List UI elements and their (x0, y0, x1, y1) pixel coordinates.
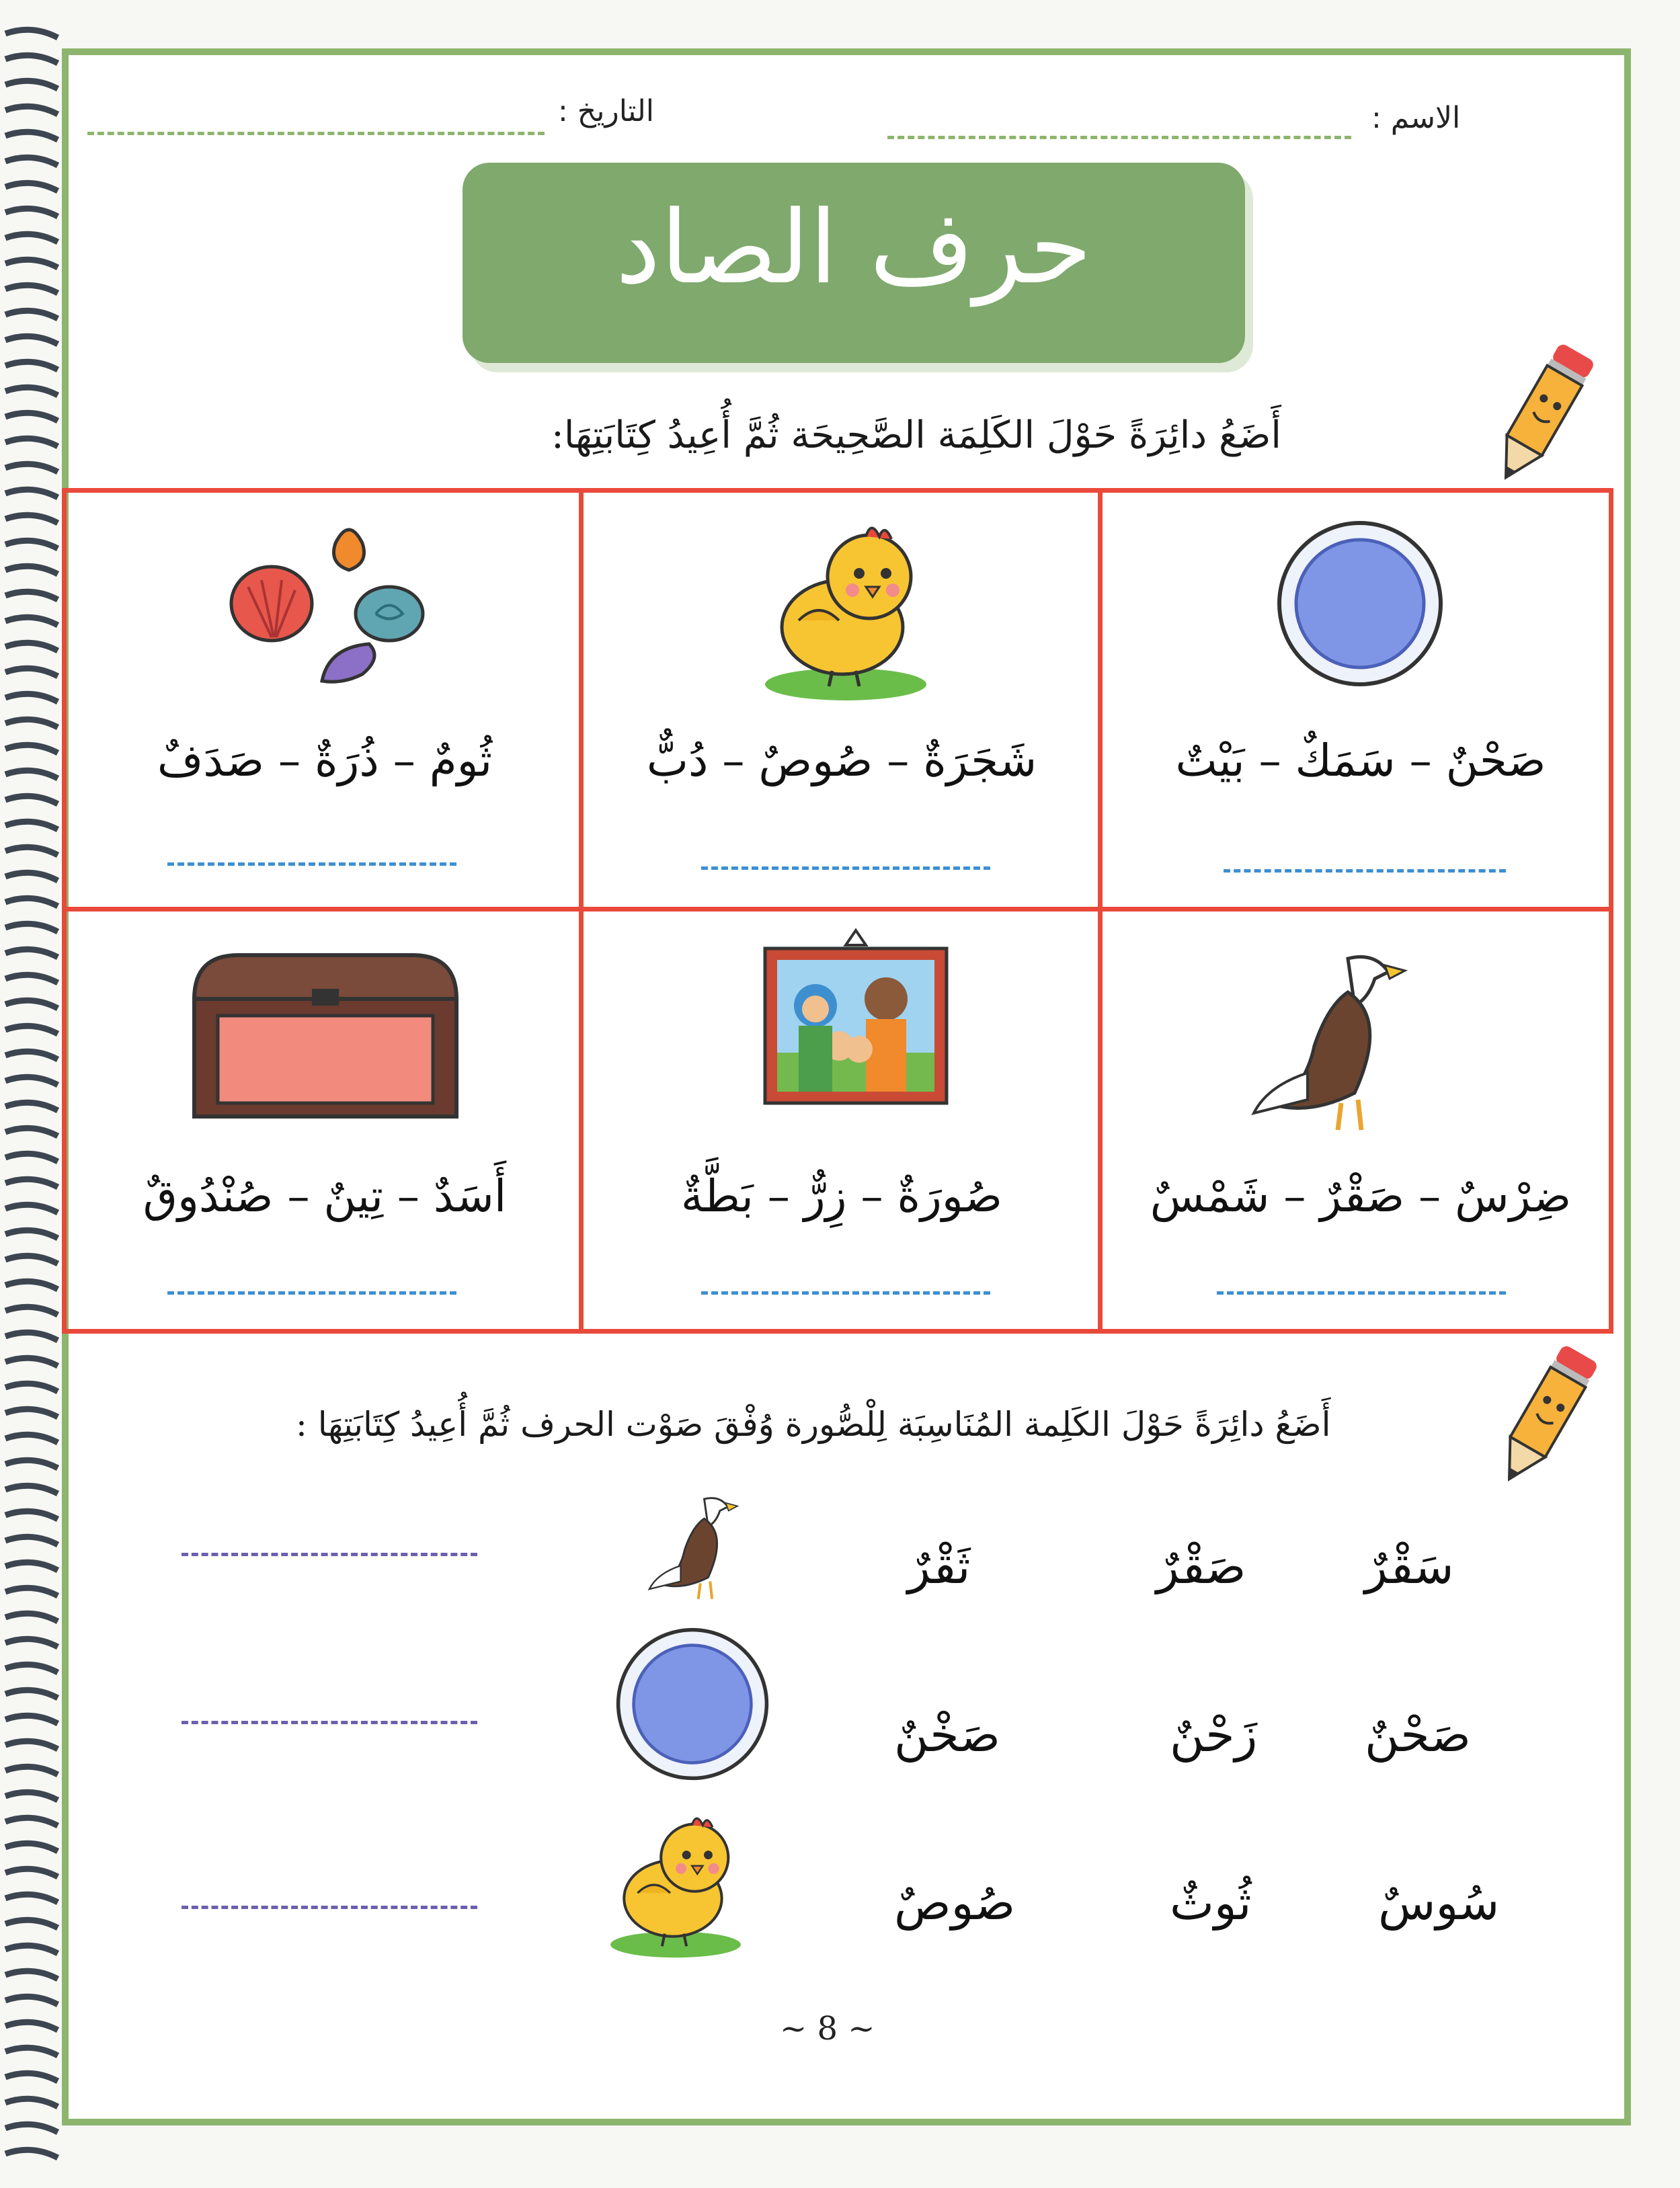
answer-line[interactable] (182, 1906, 477, 1909)
spiral-coil (5, 1486, 58, 1494)
spiral-coil (5, 1434, 58, 1443)
cell-words: صَحْنٌ – سَمَكٌ – بَيْتٌ (1175, 735, 1546, 786)
grid-cell-plate[interactable] (1103, 493, 1619, 911)
page-title: حرف الصاد (615, 190, 1092, 307)
spiral-coil (5, 745, 58, 753)
spiral-coil (5, 1153, 58, 1162)
grid-cell-chest[interactable] (67, 911, 583, 1330)
grid-cell-chick[interactable] (584, 493, 1100, 911)
spiral-coil (5, 132, 58, 140)
choice-word[interactable]: سَقْرٌ (1365, 1539, 1454, 1594)
spiral-coil (5, 821, 58, 829)
answer-line[interactable] (182, 1721, 477, 1724)
spiral-coil (5, 1256, 58, 1264)
spiral-coil (5, 1767, 58, 1775)
spiral-coil (5, 413, 58, 421)
spiral-coil (5, 1511, 58, 1519)
title-banner (463, 163, 1245, 363)
spiral-coil (5, 183, 58, 191)
spiral-coil (5, 1026, 58, 1034)
spiral-coil (5, 1818, 58, 1826)
spiral-coil (5, 1562, 58, 1570)
spiral-coil (5, 566, 58, 574)
spiral-coil (5, 592, 58, 600)
choice-word[interactable]: صَقْرٌ (1156, 1539, 1246, 1594)
spiral-coil (5, 2150, 58, 2158)
spiral-coil (5, 975, 58, 983)
plate-icon (615, 1627, 770, 1781)
spiral-coil (5, 1383, 58, 1391)
spiral-coil (5, 719, 58, 727)
plate-icon (1276, 520, 1444, 688)
spiral-coil (5, 1460, 58, 1468)
spiral-coil (5, 259, 58, 268)
spiral-coil (5, 2073, 58, 2081)
spiral-coil (5, 1409, 58, 1417)
spiral-coil (5, 949, 58, 957)
spiral-coil (5, 311, 58, 319)
cell-words: أَسَدٌ – تِينٌ – صُنْدُوقٌ (143, 1170, 507, 1222)
spiral-coil (5, 1281, 58, 1289)
spiral-coil (5, 1792, 58, 1800)
page-number: ~ 8 ~ (780, 2010, 875, 2048)
spiral-coil (5, 847, 58, 855)
spiral-coil (5, 515, 58, 523)
spiral-coil (5, 1179, 58, 1187)
answer-line[interactable] (167, 862, 456, 866)
spiral-coil (5, 1920, 58, 1928)
eagle-icon (645, 1486, 739, 1607)
spiral-coil (5, 1307, 58, 1315)
spiral-coil (5, 643, 58, 651)
spiral-coil (5, 362, 58, 370)
spiral-coil (5, 438, 58, 446)
spiral-coil (5, 208, 58, 216)
answer-line[interactable] (1217, 1291, 1506, 1295)
spiral-coil (5, 1945, 58, 1953)
spiral-coil (5, 668, 58, 676)
spiral-coil (5, 1358, 58, 1366)
answer-line[interactable] (182, 1553, 477, 1556)
spiral-coil (5, 1128, 58, 1136)
pencil-icon (1489, 1338, 1603, 1492)
cell-words: صُورَةٌ – زِرٌّ – بَطَّةٌ (680, 1170, 1003, 1222)
chick-icon (758, 513, 933, 701)
exercise2-instruction: أَضَعُ دائِرَةً حَوْلَ الكَلِمة المُنَاسِبَة لِلْصُّورة وُفْقَ صَوْت الحرف ثُمَّ أُعِيدُ كِتَابَتِهَا : (296, 1405, 1331, 1444)
exercise1-instruction: أَضَعُ دائِرَةً حَوْلَ الكَلِمَة الصَّحِيحَة ثُمَّ أُعِيدُ كِتَابَتِهَا: (551, 413, 1281, 457)
spiral-coil (5, 81, 58, 89)
grid-cell-eagle[interactable] (1103, 911, 1619, 1330)
spiral-coil (5, 1000, 58, 1008)
spiral-coil (5, 1996, 58, 2004)
name-field-line[interactable] (887, 136, 1351, 139)
spiral-coil (5, 387, 58, 395)
spiral-coil (5, 1230, 58, 1238)
answer-line[interactable] (1224, 869, 1506, 873)
seashells-icon (221, 513, 443, 694)
answer-line[interactable] (701, 1291, 990, 1295)
spiral-coil (5, 694, 58, 702)
date-field-line[interactable] (87, 132, 545, 135)
date-label: التاريخ : (558, 94, 655, 128)
answer-line[interactable] (701, 866, 990, 870)
spiral-coil (5, 1588, 58, 1596)
spiral-coil (5, 2099, 58, 2107)
spiral-coil (5, 55, 58, 63)
spiral-coil (5, 464, 58, 472)
choice-word[interactable]: ثُوثٌ (1170, 1875, 1252, 1931)
spiral-coil (5, 30, 58, 38)
cell-words: شَجَرَةٌ – صُوصٌ – دُبٌّ (646, 735, 1037, 786)
spiral-coil (5, 2022, 58, 2030)
spiral-coil (5, 1205, 58, 1213)
spiral-coil (5, 898, 58, 906)
spiral-coil (5, 1537, 58, 1545)
choice-word[interactable]: سُوسٌ (1378, 1875, 1500, 1931)
spiral-coil (5, 540, 58, 549)
choice-word[interactable]: ثَقْرٌ (908, 1539, 971, 1594)
choice-word[interactable]: صَحْنٌ (1365, 1707, 1471, 1762)
spiral-coil (5, 617, 58, 625)
family-photo-icon (758, 925, 953, 1127)
spiral-coil (5, 2048, 58, 2056)
pencil-icon (1486, 336, 1600, 491)
choice-word[interactable]: صَخْنٌ (894, 1707, 1000, 1762)
spiral-coil (5, 796, 58, 804)
cell-words: ضِرْسٌ – صَقْرٌ – شَمْسٌ (1150, 1170, 1572, 1222)
spiral-coil (5, 924, 58, 932)
spiral-coil (5, 1332, 58, 1340)
eagle-icon (1247, 938, 1408, 1140)
spiral-coil (5, 1690, 58, 1698)
spiral-coil (5, 285, 58, 293)
chick-icon (605, 1801, 746, 1963)
answer-line[interactable] (167, 1291, 456, 1295)
exercise1-grid (62, 488, 1613, 1334)
spiral-coil (5, 2124, 58, 2132)
choice-word[interactable]: صُوصٌ (894, 1875, 1016, 1931)
spiral-coil (5, 1843, 58, 1851)
spiral-coil (5, 1894, 58, 1902)
spiral-coil (5, 770, 58, 778)
spiral-coil (5, 106, 58, 114)
grid-cell-seashells[interactable] (67, 493, 583, 911)
grid-cell-family-photo[interactable] (584, 911, 1100, 1330)
spiral-coil (5, 1639, 58, 1647)
cell-words: ثُومٌ – ذُرَةٌ – صَدَفٌ (157, 735, 493, 786)
spiral-coil (5, 1664, 58, 1672)
spiral-coil (5, 1971, 58, 1979)
spiral-coil (5, 489, 58, 497)
spiral-coil (5, 336, 58, 344)
spiral-coil (5, 157, 58, 165)
spiral-coil (5, 1077, 58, 1085)
spiral-coil (5, 1051, 58, 1059)
choice-word[interactable]: زَحْنٌ (1170, 1707, 1258, 1762)
spiral-coil (5, 1741, 58, 1749)
name-label: الاسم : (1371, 101, 1461, 135)
spiral-coil (5, 1613, 58, 1621)
spiral-coil (5, 1715, 58, 1724)
spiral-coil (5, 234, 58, 242)
spiral-binding (0, 27, 61, 2164)
spiral-coil (5, 1102, 58, 1110)
chest-icon (184, 945, 467, 1127)
spiral-coil (5, 873, 58, 881)
spiral-coil (5, 1869, 58, 1877)
